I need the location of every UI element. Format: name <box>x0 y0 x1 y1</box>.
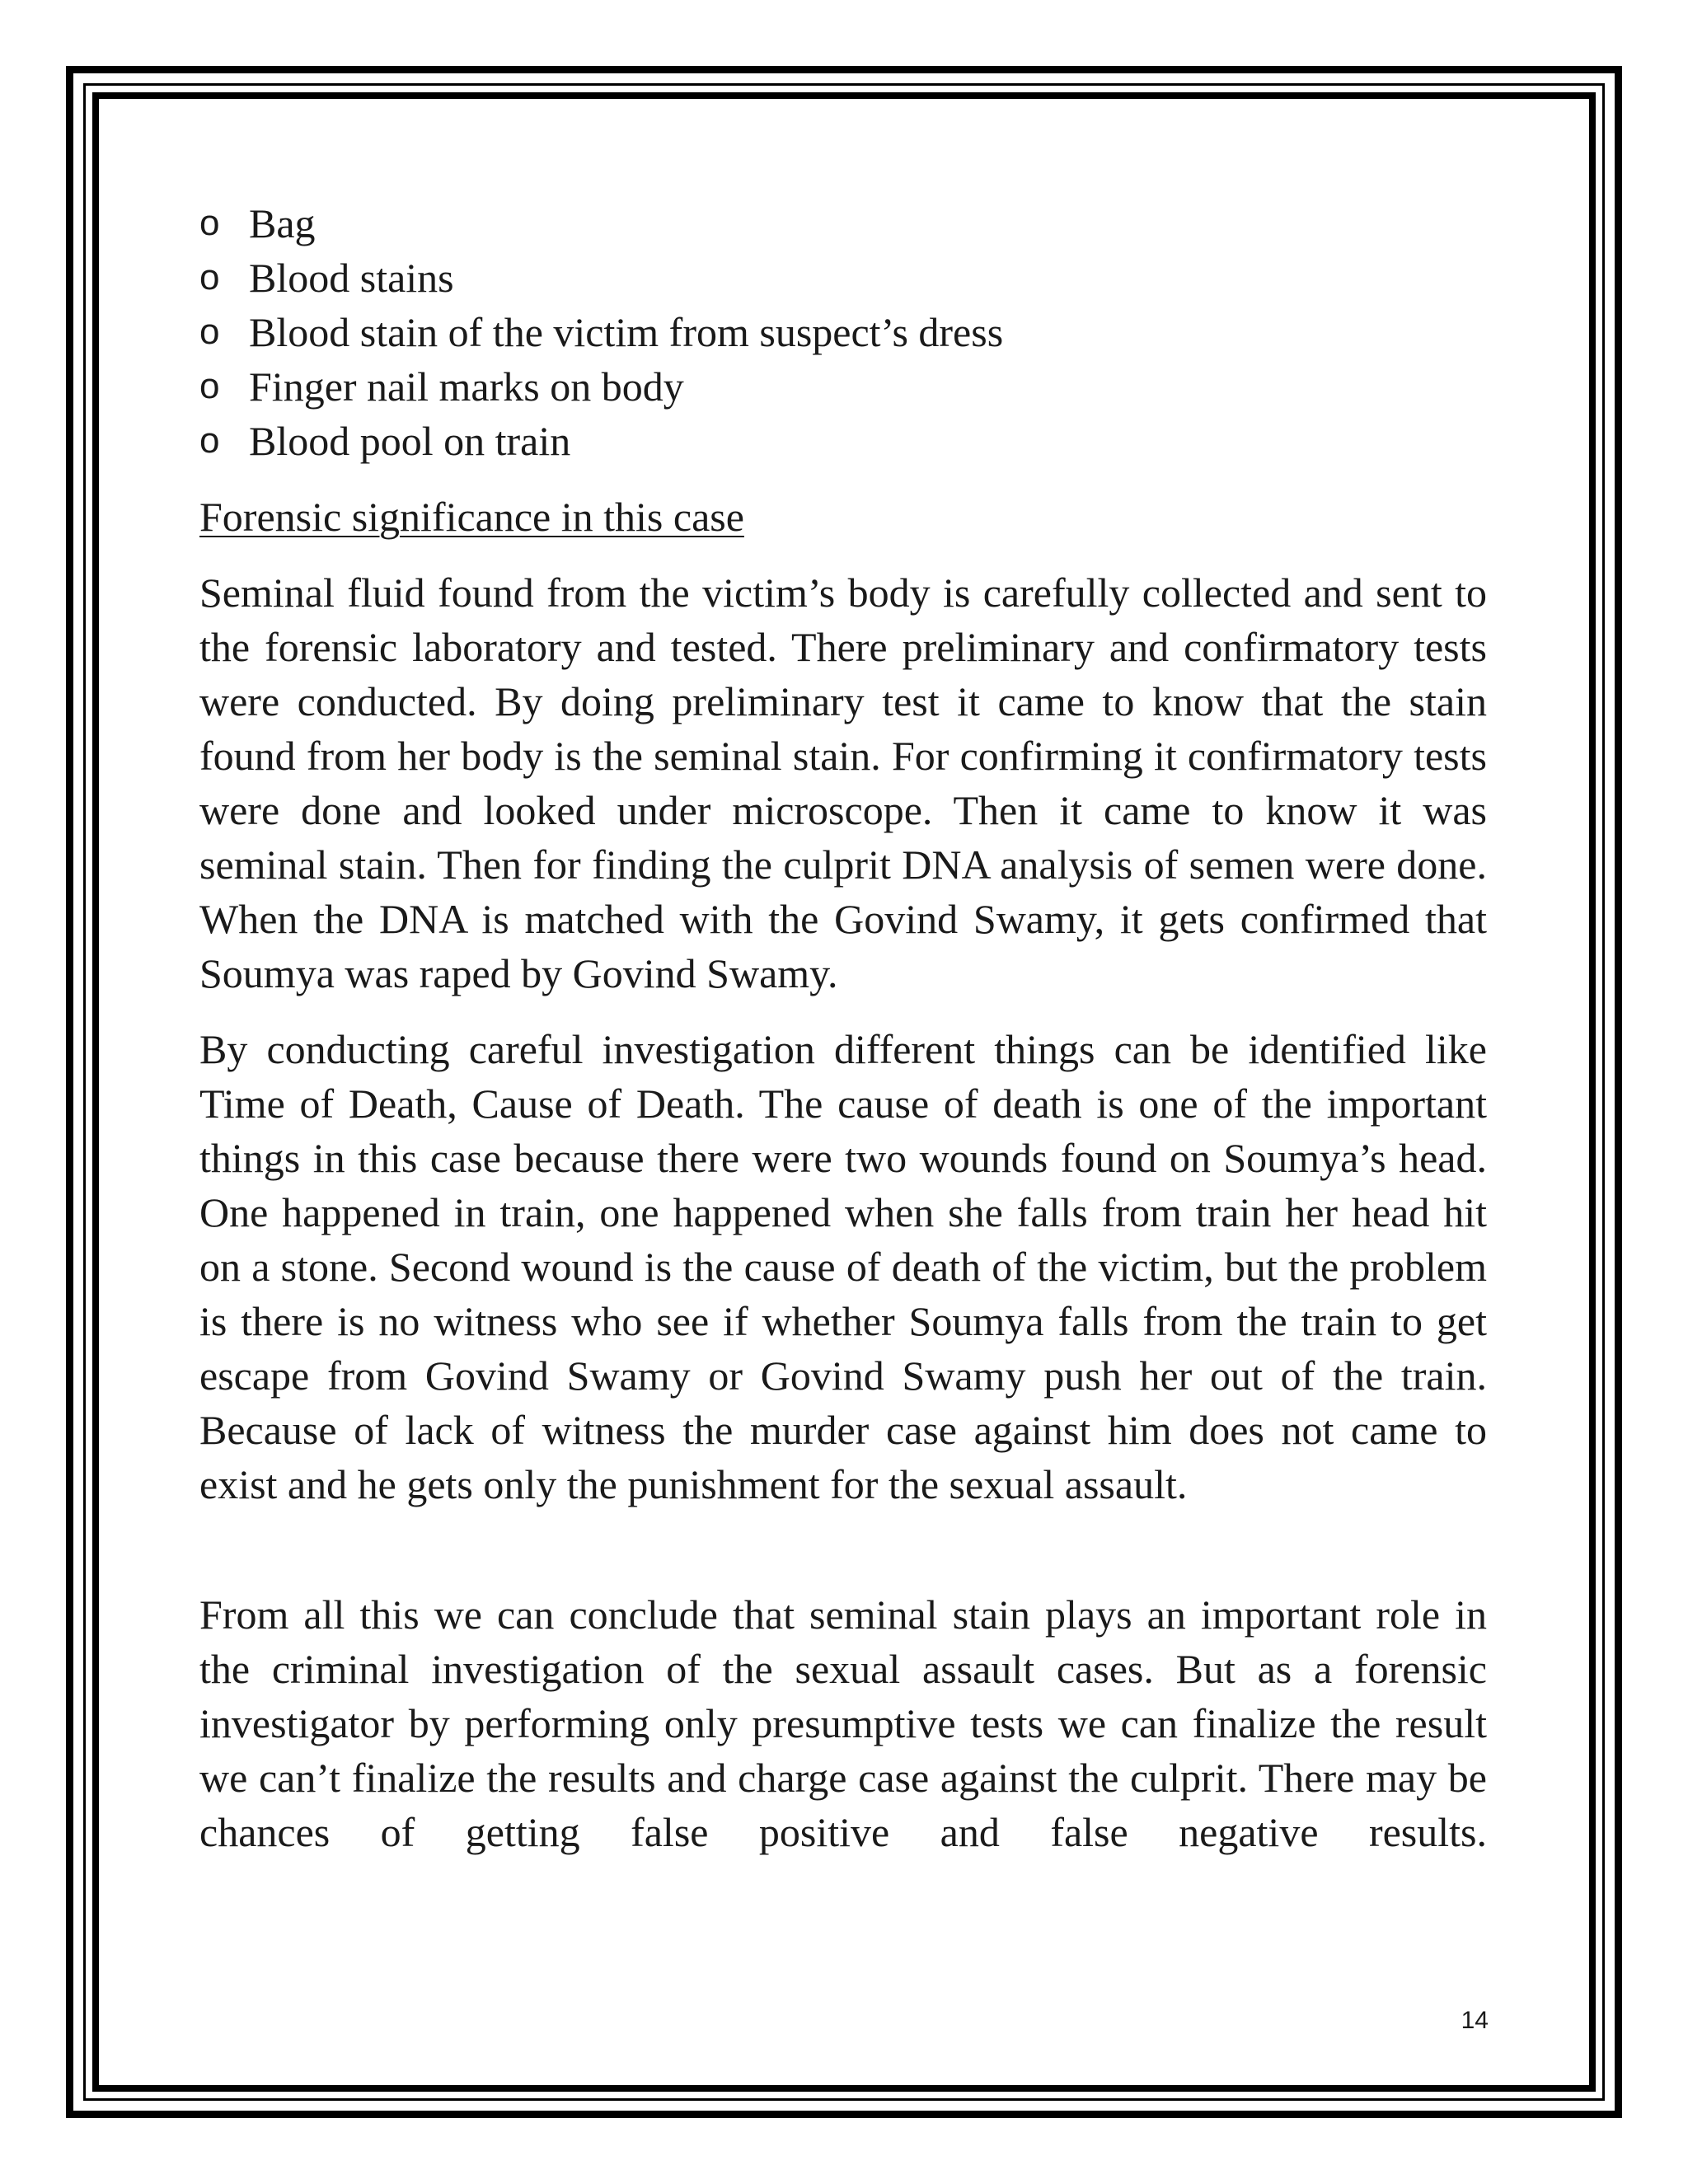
paragraph-conclusion: From all this we can conclude that seminal stain plays an important role in the criminal investigation of the sexual assault cases. But as a forensic investigator by performing only presumptive tests we can finalize the result we can’t finalize the results and charge case against the culprit. There may be chances of getting false positive and false negative results. <box>199 1591 1487 1855</box>
list-item <box>199 251 1487 305</box>
page-number: 14 <box>1461 2007 1489 2034</box>
list-item-text: Finger nail marks on body <box>249 363 684 410</box>
section-heading: Forensic significance in this case <box>199 494 744 540</box>
bullet-marker: o <box>199 312 220 352</box>
bullet-marker: o <box>199 420 220 461</box>
list-item-text: Bag <box>249 200 316 246</box>
list-item-text: Blood stain of the victim from suspect’s dress <box>249 309 1004 355</box>
list-item-text: Blood stains <box>249 255 454 301</box>
bullet-marker: o <box>199 203 220 243</box>
paragraph-investigation: By conducting careful investigation different things can be identified like Time of Death, Cause of Death. The cause of death is one of the important things in this case because there were two wounds found on Soumya’s head. One happened in train, one happened when she falls from train her head hit on a stone. Second wound is the cause of death of the victim, but the problem is there is no witness who see if whether Soumya falls from the train to get escape from Govind Swamy or Govind Swamy push her out of the train. Because of lack of witness the murder case against him does not came to exist and he gets only the punishment for the sexual assault. <box>199 1026 1487 1507</box>
evidence-list <box>199 196 1487 468</box>
list-item <box>199 196 1487 251</box>
page-content <box>199 196 1487 1859</box>
list-item-text: Blood pool on train <box>249 418 571 464</box>
paragraph-seminal-fluid: Seminal fluid found from the victim’s body is carefully collected and sent to the forensic laboratory and tested. There preliminary and confirmatory tests were conducted. By doing preliminary test it came to know that the stain found from her body is the seminal stain. For confirming it confirmatory tests were done and looked under microscope. Then it came to know it was seminal stain. Then for finding the culprit DNA analysis of semen were done. When the DNA is matched with the Govind Swamy, it gets confirmed that Soumya was raped by Govind Swamy. <box>199 569 1487 996</box>
bullet-marker: o <box>199 366 220 406</box>
list-item <box>199 359 1487 414</box>
bullet-marker: o <box>199 257 220 298</box>
list-item <box>199 305 1487 359</box>
list-item <box>199 414 1487 468</box>
